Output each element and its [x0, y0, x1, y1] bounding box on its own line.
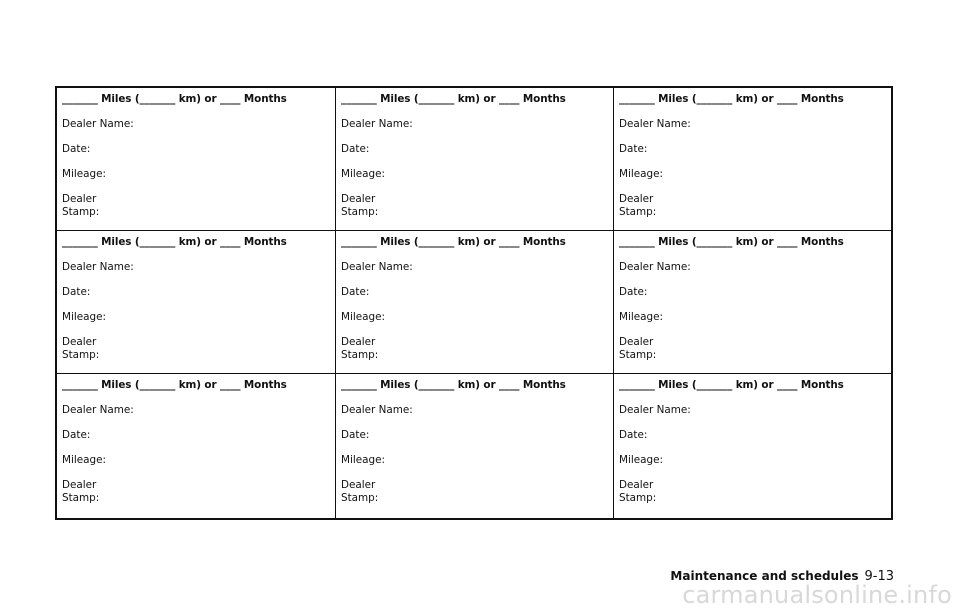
dealer-stamp-label: Dealer Stamp: [341, 336, 379, 361]
date-label: Date: [62, 286, 91, 298]
mileage-label: Mileage: [341, 168, 385, 180]
record-cell [57, 231, 336, 374]
record-cell [614, 231, 891, 374]
dealer-stamp-label: Dealer Stamp: [619, 479, 657, 504]
dealer-stamp-label: Dealer Stamp: [619, 336, 657, 361]
maintenance-record-table [55, 86, 893, 520]
date-label: Date: [619, 429, 648, 441]
interval-header: _______ Miles (_______ km) or ____ Months [62, 236, 287, 248]
dealer-name-label: Dealer Name: [619, 118, 691, 130]
dealer-stamp-label: Dealer Stamp: [62, 479, 100, 504]
interval-header: _______ Miles (_______ km) or ____ Months [619, 93, 844, 105]
record-cell [336, 374, 614, 518]
interval-header: _______ Miles (_______ km) or ____ Months [341, 93, 566, 105]
mileage-label: Mileage: [619, 168, 663, 180]
interval-header: _______ Miles (_______ km) or ____ Months [62, 379, 287, 391]
interval-header: _______ Miles (_______ km) or ____ Months [341, 236, 566, 248]
date-label: Date: [341, 286, 370, 298]
record-cell [336, 231, 614, 374]
dealer-name-label: Dealer Name: [62, 118, 134, 130]
interval-header: _______ Miles (_______ km) or ____ Months [619, 379, 844, 391]
record-cell [336, 88, 614, 231]
dealer-name-label: Dealer Name: [619, 404, 691, 416]
dealer-name-label: Dealer Name: [341, 261, 413, 273]
date-label: Date: [62, 429, 91, 441]
record-cell [614, 88, 891, 231]
dealer-stamp-label: Dealer Stamp: [341, 193, 379, 218]
record-cell [57, 88, 336, 231]
watermark: carmanualsonline.info [682, 581, 952, 609]
dealer-name-label: Dealer Name: [619, 261, 691, 273]
mileage-label: Mileage: [341, 311, 385, 323]
section-title: Maintenance and schedules [670, 569, 859, 583]
dealer-stamp-label: Dealer Stamp: [62, 336, 100, 361]
dealer-name-label: Dealer Name: [341, 118, 413, 130]
dealer-name-label: Dealer Name: [341, 404, 413, 416]
interval-header: _______ Miles (_______ km) or ____ Months [341, 379, 566, 391]
date-label: Date: [619, 286, 648, 298]
record-cell [614, 374, 891, 518]
interval-header: _______ Miles (_______ km) or ____ Months [62, 93, 287, 105]
dealer-stamp-label: Dealer Stamp: [619, 193, 657, 218]
interval-header: _______ Miles (_______ km) or ____ Months [619, 236, 844, 248]
date-label: Date: [619, 143, 648, 155]
date-label: Date: [62, 143, 91, 155]
mileage-label: Mileage: [62, 168, 106, 180]
dealer-name-label: Dealer Name: [62, 261, 134, 273]
record-cell [57, 374, 336, 518]
mileage-label: Mileage: [619, 311, 663, 323]
mileage-label: Mileage: [619, 454, 663, 466]
date-label: Date: [341, 429, 370, 441]
date-label: Date: [341, 143, 370, 155]
dealer-name-label: Dealer Name: [62, 404, 134, 416]
page-number: 9-13 [864, 569, 894, 584]
dealer-stamp-label: Dealer Stamp: [341, 479, 379, 504]
mileage-label: Mileage: [62, 454, 106, 466]
mileage-label: Mileage: [341, 454, 385, 466]
mileage-label: Mileage: [62, 311, 106, 323]
dealer-stamp-label: Dealer Stamp: [62, 193, 100, 218]
